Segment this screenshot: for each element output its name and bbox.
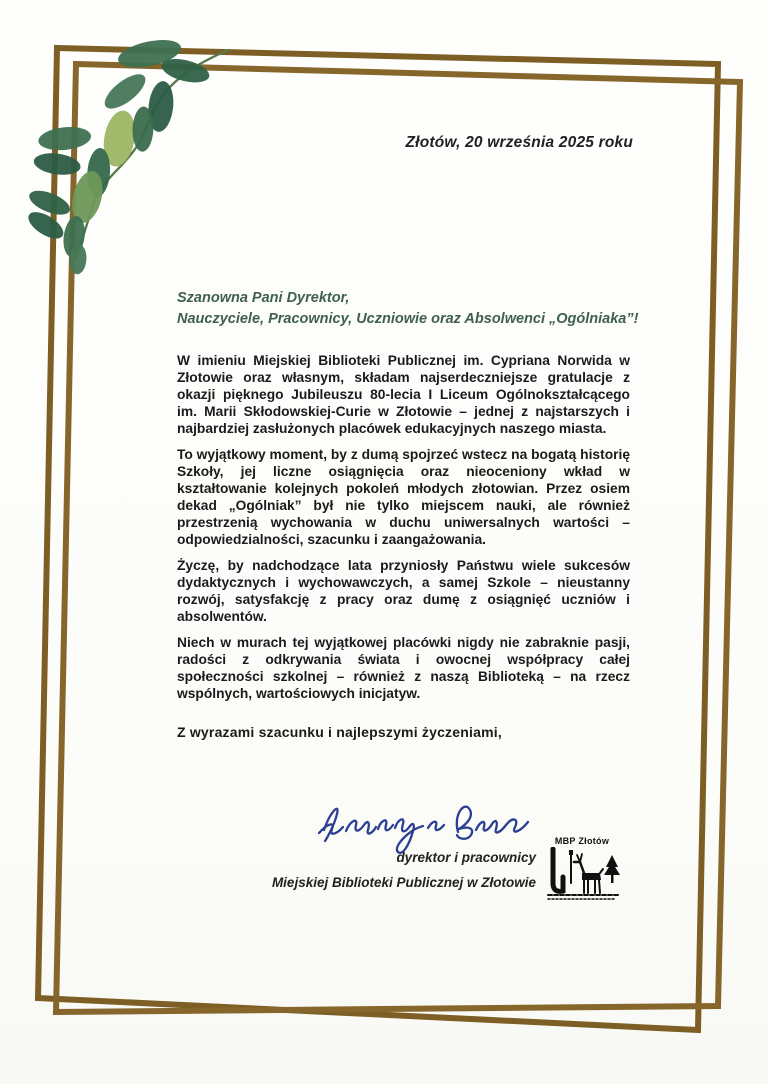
salutation — [177, 288, 657, 330]
logo-deer-emblem — [544, 847, 620, 901]
closing-line: Z wyrazami szacunku i najlepszymi życzeniami, — [177, 724, 502, 740]
signature-attribution — [272, 845, 536, 895]
city-date-line: Złotów, 20 września 2025 roku — [405, 134, 633, 151]
paragraph-1: W imieniu Miejskiej Biblioteki Publicznej im. Cypriana Norwida w Złotowie oraz własnym, składam najserdeczniejsze gratulacje z okazji pięknego Jubileuszu 80-lecia I Liceum Ogólnokształcącego im. Marii Skłodowskiej-Curie w Złotowie – jednej z najstarszych i najbardziej zasłużonych placówek edukacyjnych naszego miasta. — [177, 353, 630, 436]
paragraph-3: Życzę, by nadchodzące lata przyniosły Państwu wiele sukcesów dydaktycznych i wychowawczych, a samej Szkole – nieustanny rozwój, satysfakcję z pracy oraz dumę z osiągnięć uczniów i absolwentów. — [177, 558, 630, 624]
logo-caption: MBP Złotów — [554, 836, 610, 846]
attribution-line-2: Miejskiej Biblioteki Publicznej w Złotowie — [271, 875, 536, 890]
paragraph-2: To wyjątkowy moment, by z dumą spojrzeć wstecz na bogatą historię Szkoły, jej liczne osiągnięcia oraz nieoceniony wkład w kształtowanie kolejnych pokoleń młodych złotowian. Przez osiem dekad „Ogólniak” był nie tylko miejscem nauki, ale również przestrzenią wychowania w duchu uniwersalnych wartości – odpowiedzialności, szacunku i zaangażowania. — [177, 447, 630, 547]
salutation-line-2: Nauczyciele, Pracownicy, Uczniowie oraz Absolwenci „Ogólniaka”! — [177, 311, 639, 327]
leaf-cluster — [24, 35, 212, 275]
attribution-line-1: dyrektor i pracownicy — [396, 850, 536, 865]
letter-body — [177, 352, 630, 711]
library-logo — [544, 836, 620, 906]
leaf-stem — [76, 50, 229, 259]
salutation-line-1: Szanowna Pani Dyrektor, — [177, 290, 350, 306]
paragraph-4: Niech w murach tej wyjątkowej placówki nigdy nie zabraknie pasji, radości z odkrywania świata i owocnej współpracy całej społeczności szkolnej – również z naszą Biblioteką – na rzecz wspólnych, wartościowych inicjatyw. — [177, 635, 630, 701]
